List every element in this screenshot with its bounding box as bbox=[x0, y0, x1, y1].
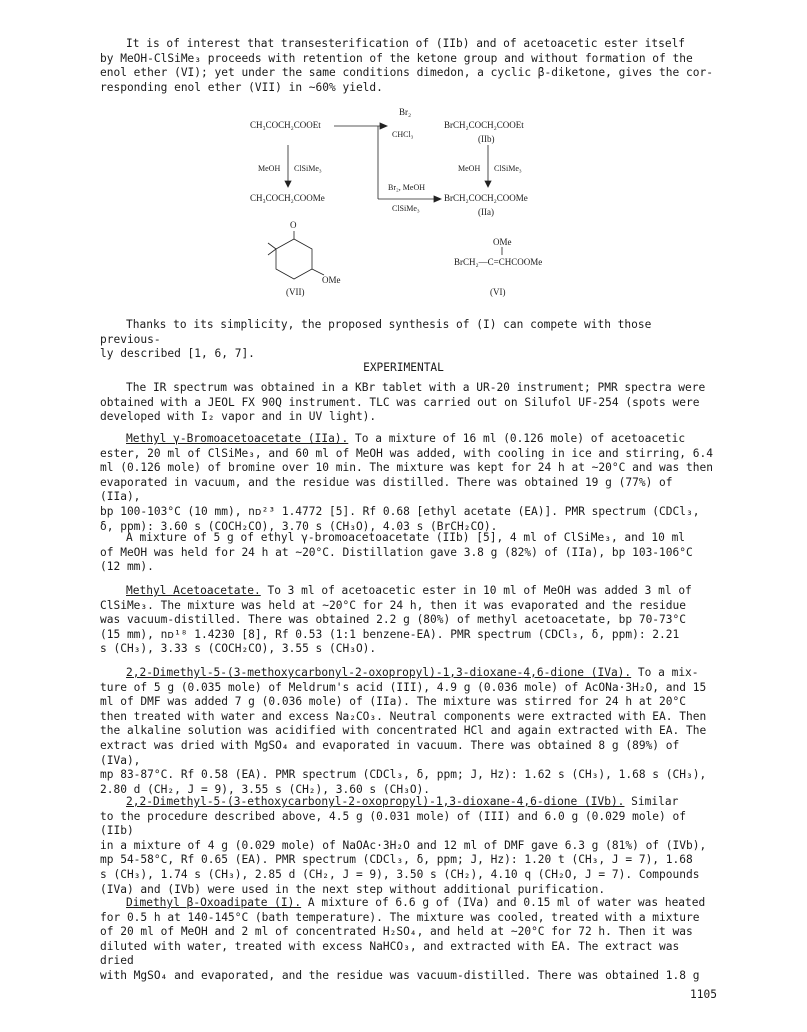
scheme-vii-ome: OMe bbox=[322, 275, 341, 285]
iia-paragraph bbox=[100, 432, 718, 534]
scheme-mid-left: CH₃COCH₂COOMe bbox=[250, 193, 325, 203]
scheme-right-down-b: ClSiMe₃ bbox=[494, 164, 522, 173]
intro-paragraph: It is of interest that transesterification of (IIb) and of acetoacetic ester itself by MeOH-ClSiMe₃ proceeds with retention of the ketone group and without formation of the enol ether (VI); yet under the same conditions dimedon, a cyclic β-diketone, gives the cor- responding enol ether (VII) in ~60% yield. bbox=[100, 37, 713, 94]
scheme-mid-right-label: (IIa) bbox=[478, 207, 494, 217]
ivb-body: Similar to the procedure described above, 4.5 g (0.031 mole) of (III) and 6.0 g (0.029 mole) of (IIb) in a mixture of 4 g (0.029 mole) of NaOAc·3H₂O and 12 ml of DMF gave 6.3 g (81%) of (IVb), mp 54-58°C, Rf 0.65 (EA). PMR spectrum (CDCl₃, δ, ppm; J, Hz): 1.20 t (CH₃, J = 7), 1.68 s (CH₃), 1.74 s (CH₃), 2.85 d (CH₂, J = 9), 3.50 s (CH₂), 4.10 q (CH₂O, J = 7). Compounds (IVa) and (IVb) were used in the next step without additional purification. bbox=[100, 795, 707, 896]
ivb-title: 2,2-Dimethyl-5-(3-ethoxycarbonyl-2-oxopropyl)-1,3-dioxane-4,6-dione (IVb). bbox=[126, 795, 625, 808]
maa-body: To 3 ml of acetoacetic ester in 10 ml of MeOH was added 3 ml of ClSiMe₃. The mixture was held at ~20°C for 24 h, then it was evaporated and the residue was vacuum-distilled. There was obtained 2.2 g (80%) of methyl acetoacetate, bp 70-73°C (15 mm), nᴅ¹⁸ 1.4230 [8], Rf 0.53 (1:1 benzene-EA). PMR spectrum (CDCl₃, δ, ppm): 2.21 s (CH₃), 3.33 s (COCH₂CO), 3.55 s (CH₃O). bbox=[100, 584, 692, 656]
iva-body: To a mix- ture of 5 g (0.035 mole) of Meldrum's acid (III), 4.9 g (0.036 mole) of AcONa·3H₂O, and 15 ml of DMF was added 7 g (0.036 mole) of (IIa). The mixture was stirred for 24 h at 20°C then treated with water and excess Na₂CO₃. Neutral components were extracted with EA. Then the alkaline solution was acidified with concentrated HCl and again extracted with EA. The extract was dried with MgSO₄ and evaporated in vacuum. There was obtained 8 g (89%) of (IVa), mp 83-87°C. Rf 0.58 (EA). PMR spectrum (CDCl₃, δ, ppm; J, Hz): 1.62 s (CH₃), 1.68 s (CH₃), 2.80 d (CH₂, J = 9), 3.55 s (CH₂), 3.60 s (CH₃O). bbox=[100, 666, 707, 796]
scheme-vi-label: (VI) bbox=[490, 287, 506, 297]
ivb-paragraph bbox=[100, 795, 718, 897]
iia-title: Methyl γ-Bromoacetoacetate (IIa). bbox=[126, 432, 349, 445]
scheme-top-right-label: (IIb) bbox=[478, 134, 495, 144]
scheme-left-down-b: ClSiMe₃ bbox=[294, 164, 322, 173]
scheme-mid-reagent-below: ClSiMe₃ bbox=[392, 204, 420, 213]
scheme-vii-label: (VII) bbox=[286, 287, 305, 297]
iia-body: To a mixture of 16 ml (0.126 mole) of acetoacetic ester, 20 ml of ClSiMe₃, and 60 ml of MeOH was added, with cooling in ice and stirring, 6.4 ml (0.126 mole) of bromine over 10 min. The mixture was kept for 24 h at ~20°C and was then evaporated in vacuum, and the residue was distilled. There was obtained 19 g (77%) of (IIa), bp 100-103°C (10 mm), nᴅ²³ 1.4772 [5]. Rf 0.68 [ethyl acetate (EA)]. PMR spectrum (CDCl₃, δ, ppm): 3.60 s (COCH₂CO), 3.70 s (CH₃O), 4.03 s (BrCH₂CO). bbox=[100, 432, 713, 533]
i-paragraph bbox=[100, 896, 718, 984]
thanks-paragraph: Thanks to its simplicity, the proposed synthesis of (I) can compete with those previous- ly described [1, 6, 7]. bbox=[100, 318, 652, 361]
iia-alt-paragraph: A mixture of 5 g of ethyl γ-bromoacetoacetate (IIb) [5], 4 ml of ClSiMe₃, and 10 ml of MeOH was held for 24 h at ~20°C. Distillation gave 3.8 g (82%) of (IIa), bp 103-106°C (12 mm). bbox=[100, 531, 693, 574]
scheme-top-reagent-below: CHCl₃ bbox=[392, 130, 414, 139]
scheme-top-right: BrCH₂COCH₂COOEt bbox=[444, 120, 524, 130]
scheme-vi-ome: OMe bbox=[493, 237, 512, 247]
scheme-mid-right: BrCH₂COCH₂COOMe bbox=[444, 193, 528, 203]
i-body: A mixture of 6.6 g of (IVa) and 0.15 ml of water was heated for 0.5 h at 140-145°C (bath temperature). The mixture was cooled, treated with a mixture of 20 ml of MeOH and 2 ml of concentrated H₂SO₄, and held at ~20°C for 72 h. Then it was diluted with water, treated with excess NaHCO₃, and extracted with EA. The extract was dried with MgSO₄ and evaporated, and the residue was vacuum-distilled. There was obtained 1.8 g bbox=[100, 896, 706, 982]
maa-paragraph bbox=[100, 584, 718, 657]
scheme-right-down-a: MeOH bbox=[458, 164, 481, 173]
iva-paragraph bbox=[100, 666, 718, 797]
reaction-scheme bbox=[250, 103, 570, 303]
i-title: Dimethyl β-Oxoadipate (I). bbox=[126, 896, 302, 909]
scheme-mid-reagent-above: Br₂, MeOH bbox=[388, 183, 426, 192]
experimental-heading: EXPERIMENTAL bbox=[363, 361, 444, 374]
maa-title: Methyl Acetoacetate. bbox=[126, 584, 261, 597]
iva-title: 2,2-Dimethyl-5-(3-methoxycarbonyl-2-oxopropyl)-1,3-dioxane-4,6-dione (IVa). bbox=[126, 666, 632, 679]
scheme-top-reagent-above: Br₂ bbox=[399, 107, 412, 117]
scheme-vi-formula: BrCH₂—C=CHCOOMe bbox=[454, 257, 543, 267]
scheme-vii-oxygen: O bbox=[290, 220, 297, 230]
page-number: 1105 bbox=[690, 988, 717, 1001]
scheme-top-left: CH₃COCH₂COOEt bbox=[250, 120, 321, 130]
ir-paragraph: The IR spectrum was obtained in a KBr tablet with a UR-20 instrument; PMR spectra were obtained with a JEOL FX 90Q instrument. TLC was carried out on Silufol UF-254 (spots were developed with I₂ vapor and in UV light). bbox=[100, 381, 706, 424]
scheme-left-down-a: MeOH bbox=[258, 164, 281, 173]
